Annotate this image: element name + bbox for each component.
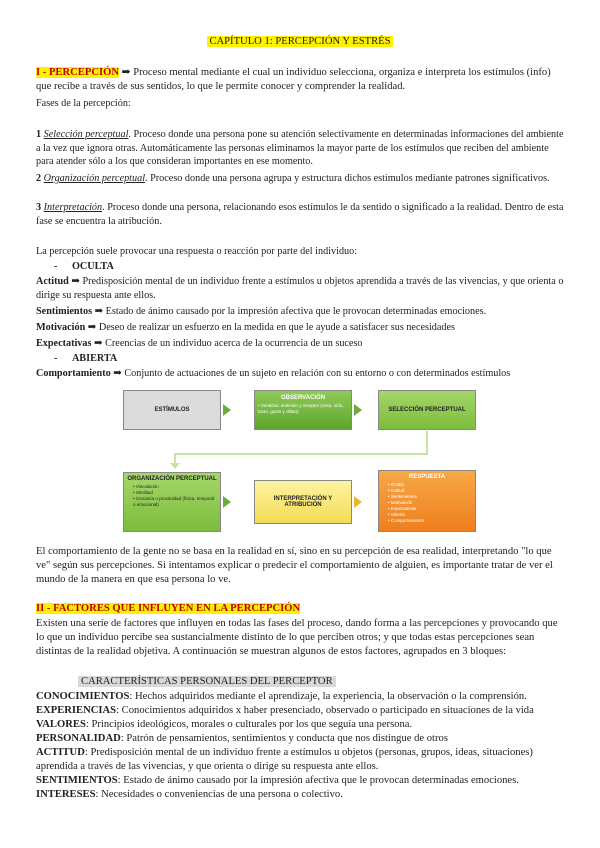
section-2-heading-row [36,602,300,616]
diagram-box-observacion-sub: • Sentidos: estímulo y receptor (vista, oído, tacto, gusto y olfato) [258,403,344,414]
factor-text: : Hechos adquiridos mediante el aprendizaje, la experiencia, la observación o la comprensión. [129,691,527,702]
factor-item [36,704,571,718]
diagram-box-observacion-label: OBSERVACIÓN [280,395,326,401]
factor-term: INTERESES [36,789,96,800]
arrow-icon: ➡ [121,67,131,78]
respuesta-item: • Expectativas [388,506,417,511]
factor-text: : Principios ideológicos, morales o culturales por los que seguía una persona. [85,719,413,730]
sentimientos-item [36,305,566,319]
arrow-down-icon [170,463,180,469]
factor-term: ACTITUD [36,747,85,758]
factor-text: : Necesidades o conveniencias de una persona o colectivo. [95,789,343,800]
connector-line [426,431,428,454]
section-2-heading: II - FACTORES QUE INFLUYEN EN LA PERCEPCIÓN [36,603,301,614]
dash-bullet: - [54,261,58,272]
arrow-icon: ➡ [94,338,103,349]
phase-3-term: Interpretación [43,202,103,213]
phase-2-text: . Proceso donde una persona agrupa y estructura dichos estímulos mediante patrones significativos. [145,173,550,184]
diagram-box-estimulos [123,390,221,430]
motivacion-text: Deseo de realizar un esfuerzo en la medida en que le ayude a satisfacer sus necesidades [98,322,455,333]
diagram-box-respuesta [378,470,476,532]
organizacion-item: • Vinculación [133,484,159,489]
diagram-box-organizacion-label: ORGANIZACIÓN PERCEPTUAL [127,476,217,482]
subheading-row [78,675,336,689]
diagram-box-organizacion [123,472,221,532]
section-1-intro-text: Proceso mental mediante el cual un individuo selecciona, organiza e interpreta los estímulos (info) que recibe a través de sus sentidos, lo que le permite conocer y comprender la realidad. [36,67,551,92]
factor-text: : Predisposición mental de un individuo frente a estímulos u objetos (personas, grupos, ideas, situaciones) aprendida a través de las vivencias, y que orienta o dirige su respuesta ante ellos. [36,747,533,772]
phase-3-number: 3 [36,202,42,213]
diagram-box-interpretacion-label: INTERPRETACIÓN Y ATRIBUCIÓN [273,496,333,508]
phase-3 [36,201,566,228]
factor-item [36,774,571,788]
organizacion-item: • Similitud [133,490,153,495]
actitud-term: Actitud [36,276,69,287]
factor-text: : Estado de ánimo causado por la impresión afectiva que le provocan determinadas emociones. [117,775,519,786]
factor-term: EXPERIENCIAS [36,705,117,716]
section-1-heading: I - PERCEPCIÓN [36,67,119,78]
factors-list [36,690,571,802]
respuesta-item: • Comportamiento [388,518,425,523]
section-1-intro [36,66,566,94]
actitud-item [36,275,566,302]
sentimientos-term: Sentimientos [36,306,93,317]
factor-item [36,690,571,704]
respuesta-item: • Abierta [388,512,405,517]
page-title-row [0,35,600,49]
diagram-box-observacion [254,390,352,430]
phase-2 [36,172,566,186]
subheading-caracteristicas: CARACTERÍSTICAS PERSONALES DEL PERCEPTOR [78,676,336,687]
phase-3-text: . Proceso donde una persona, relacionando esos estímulos le da sentido o significado a la realidad. Dentro de esta fase se encuentra la atribución. [36,202,564,227]
factor-text: : Patrón de pensamientos, sentimientos y conducta que nos distingue de otros [120,733,448,744]
factor-term: VALORES [36,719,86,730]
expectativas-text: Creencias de un individuo acerca de la ocurrencia de un suceso [105,338,363,349]
phase-1-number: 1 [36,129,42,140]
phase-2-term: Organización perceptual [43,173,146,184]
arrow-right-icon [354,496,362,508]
phases-label: Fases de la percepción: [36,98,131,109]
respuesta-item: • Oculta [388,482,404,487]
sentimientos-text: Estado de ánimo causado por la impresión afectiva que le provocan determinadas emociones. [105,306,487,317]
dash-bullet: - [54,353,58,364]
abierta-label: ABIERTA [71,353,118,364]
factor-item [36,746,571,774]
expectativas-term: Expectativas [36,338,92,349]
motivacion-term: Motivación [36,322,86,333]
respuesta-list [382,482,472,524]
factor-term: PERSONALIDAD [36,733,121,744]
diagram-box-interpretacion [254,480,352,524]
respuesta-item: • Actitud [388,488,405,493]
arrow-right-icon [354,404,362,416]
factor-item [36,732,571,746]
expectativas-item [36,337,566,351]
comportamiento-text: Conjunto de actuaciones de un sujeto en relación con su entorno o con determinados estímulos [124,368,511,379]
phase-1 [36,128,566,169]
respuesta-item: • Sentimientos [388,494,417,499]
page-title: CAPÍTULO 1: PERCEPCIÓN Y ESTRÉS [209,36,391,47]
section-2-intro: Existen una serie de factores que influyen en todas las fases del proceso, dando forma a las percepciones y provocando que lo que un individuo percibe sea sustancialmente distinto de lo que perciben otros; y que todas estas percepciones sean distintas de la realidad objetiva. A continuación se muestran algunos de estos factores, agrupados en 3 bloques: [36,618,558,657]
factor-text: : Conocimientos adquiridos x haber presenciado, observado o participado en situaciones de la vida [116,705,534,716]
factor-item [36,718,571,732]
arrow-right-icon [223,496,231,508]
actitud-text: Predisposición mental de un individuo frente a estímulos u objetos aprendida a través de las vivencias, y que orienta o dirige su respuesta ante ellos. [36,276,564,301]
phase-1-text: . Proceso donde una persona pone su atención selectivamente en determinadas informaciones del ambiente a la vez que ignora otras. Automáticamente las personas eliminamos la mayor parte de los estímulos que reciben del ambiente para atender sólo a los que consideran importantes en ese momento. [36,129,564,167]
diagram-box-seleccion-label: SELECCIÓN PERCEPTUAL [388,407,466,413]
oculta-label: OCULTA [71,261,114,272]
organizacion-list [127,484,217,508]
diagram-box-respuesta-label: RESPUESTA [408,474,446,480]
abierta-row [54,352,117,366]
perception-process-diagram [120,384,480,536]
organizacion-item: • Cercanía o proximidad (física, temporal o emocional) [133,496,215,507]
diagram-box-estimulos-label: ESTÍMULOS [154,407,190,413]
arrow-icon: ➡ [113,368,122,379]
arrow-right-icon [223,404,231,416]
comportamiento-item [36,367,576,381]
motivacion-item [36,321,566,335]
factor-term: CONOCIMIENTOS [36,691,130,702]
after-diagram-paragraph: El comportamiento de la gente no se basa en la realidad en sí, sino en su percepción de esa realidad, interpretando "lo que ve" según sus percepciones. Si intentamos explicar o predecir el comportamiento de alguien, es importante tratar de ver el mundo de la manera en que esa persona lo ve. [36,546,553,585]
arrow-icon: ➡ [71,276,80,287]
factor-item [36,788,571,802]
arrow-icon: ➡ [87,322,97,333]
respuesta-item: • Motivación [388,500,413,505]
connector-line [174,453,428,455]
comportamiento-term: Comportamiento [36,368,111,379]
oculta-row [54,260,114,274]
arrow-icon: ➡ [94,306,104,317]
response-intro: La percepción suele provocar una respuesta o reacción por parte del individuo: [36,246,358,257]
phase-2-number: 2 [36,173,42,184]
diagram-box-seleccion [378,390,476,430]
phase-1-term: Selección perceptual [43,129,129,140]
factor-term: SENTIMIENTOS [36,775,118,786]
